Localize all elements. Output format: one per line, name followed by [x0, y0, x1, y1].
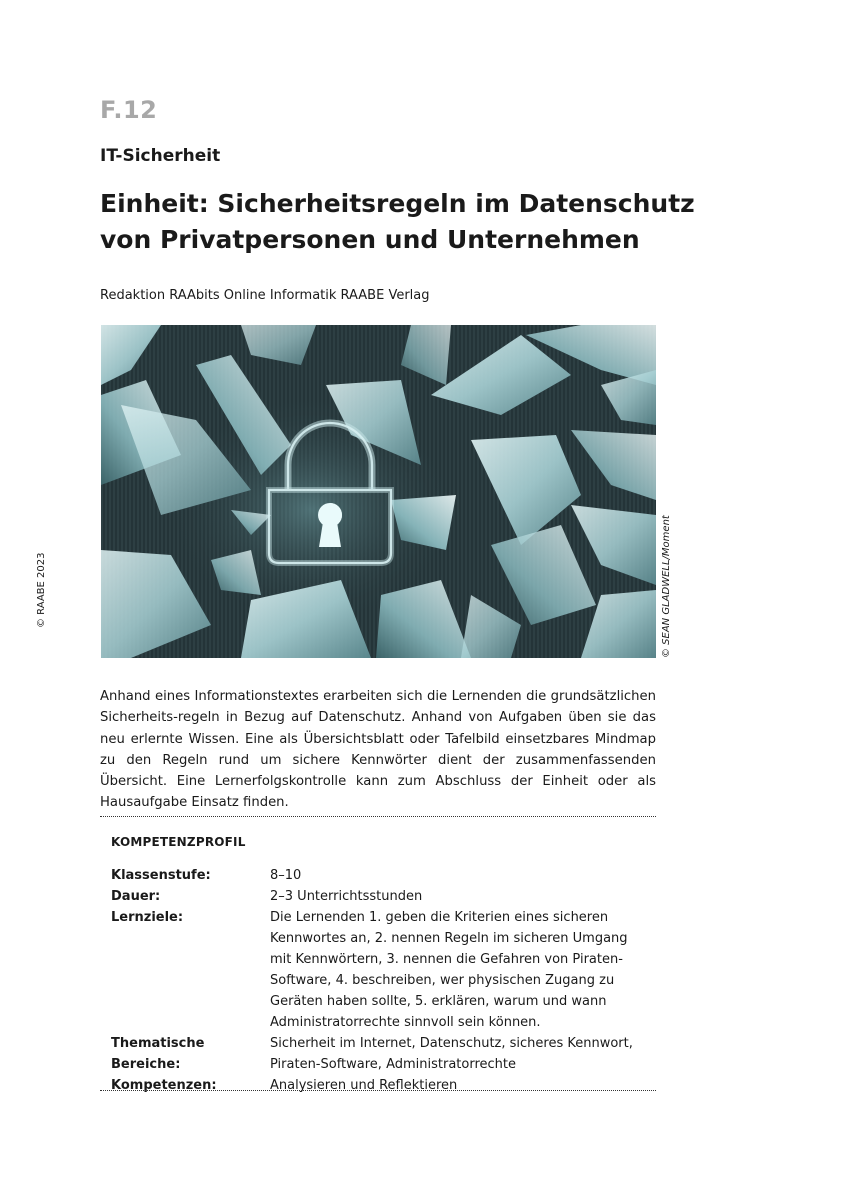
profile-label: Dauer:: [111, 889, 161, 904]
profile-value: 8–10: [270, 868, 302, 883]
competence-profile-heading: KOMPETENZPROFIL: [111, 835, 246, 849]
page-title: Einheit: Sicherheitsregeln im Datenschutz von Privatpersonen und Unternehmen: [100, 189, 695, 254]
profile-label: Kompetenzen:: [111, 1078, 217, 1093]
profile-row-competencies: [111, 1075, 651, 1096]
profile-row-topics: [111, 1033, 651, 1075]
divider-bottom: [100, 1090, 656, 1091]
shattered-glass-lock-illustration: [101, 325, 656, 658]
competence-profile-table: [111, 865, 651, 1096]
side-copyright: © RAABE 2023: [36, 552, 47, 628]
profile-value: 2–3 Unterrichtsstunden: [270, 889, 423, 904]
profile-label: Klassenstufe:: [111, 868, 211, 883]
divider-top: [100, 816, 656, 817]
profile-value: Sicherheit im Internet, Datenschutz, sicheres Kennwort, Piraten-Software, Administratorrechte: [270, 1036, 633, 1072]
hero-image: [101, 325, 656, 658]
profile-row-duration: [111, 886, 651, 907]
unit-code: F.12: [100, 96, 158, 124]
profile-row-learning-goals: [111, 907, 651, 1033]
image-credit: © SEAN GLADWELL/Moment: [661, 515, 672, 658]
profile-value: Die Lernenden 1. geben die Kriterien eines sicheren Kennwortes an, 2. nennen Regeln im sicheren Umgang mit Kennwörtern, 3. nennen die Gefahren von Piraten-Software, 4. beschreiben, wer physischen Zugang zu Geräten haben sollte, 5. erklären, warum und wann Administratorrechte sinnvoll sein können.: [270, 910, 628, 1030]
intro-paragraph: Anhand eines Informationstextes erarbeiten sich die Lernenden die grundsätzlichen Sicherheits-regeln in Bezug auf Datenschutz. Anhand von Aufgaben üben sie das neu erlernte Wissen. Eine als Übersichtsblatt oder Tafelbild einsetzbares Mindmap zu den Regeln rund um sichere Kennwörter dient der zusammenfassenden Übersicht. Eine Lernerfolgskontrolle kann zum Abschluss der Einheit oder als Hausaufgabe Einsatz finden.: [100, 689, 656, 811]
profile-label: Thematische Bereiche:: [111, 1036, 205, 1072]
byline: Redaktion RAAbits Online Informatik RAABE Verlag: [100, 288, 430, 303]
profile-label: Lernziele:: [111, 910, 184, 925]
profile-row-grade: [111, 865, 651, 886]
subject-heading: IT-Sicherheit: [100, 146, 221, 166]
profile-value: Analysieren und Reflektieren: [270, 1078, 458, 1093]
